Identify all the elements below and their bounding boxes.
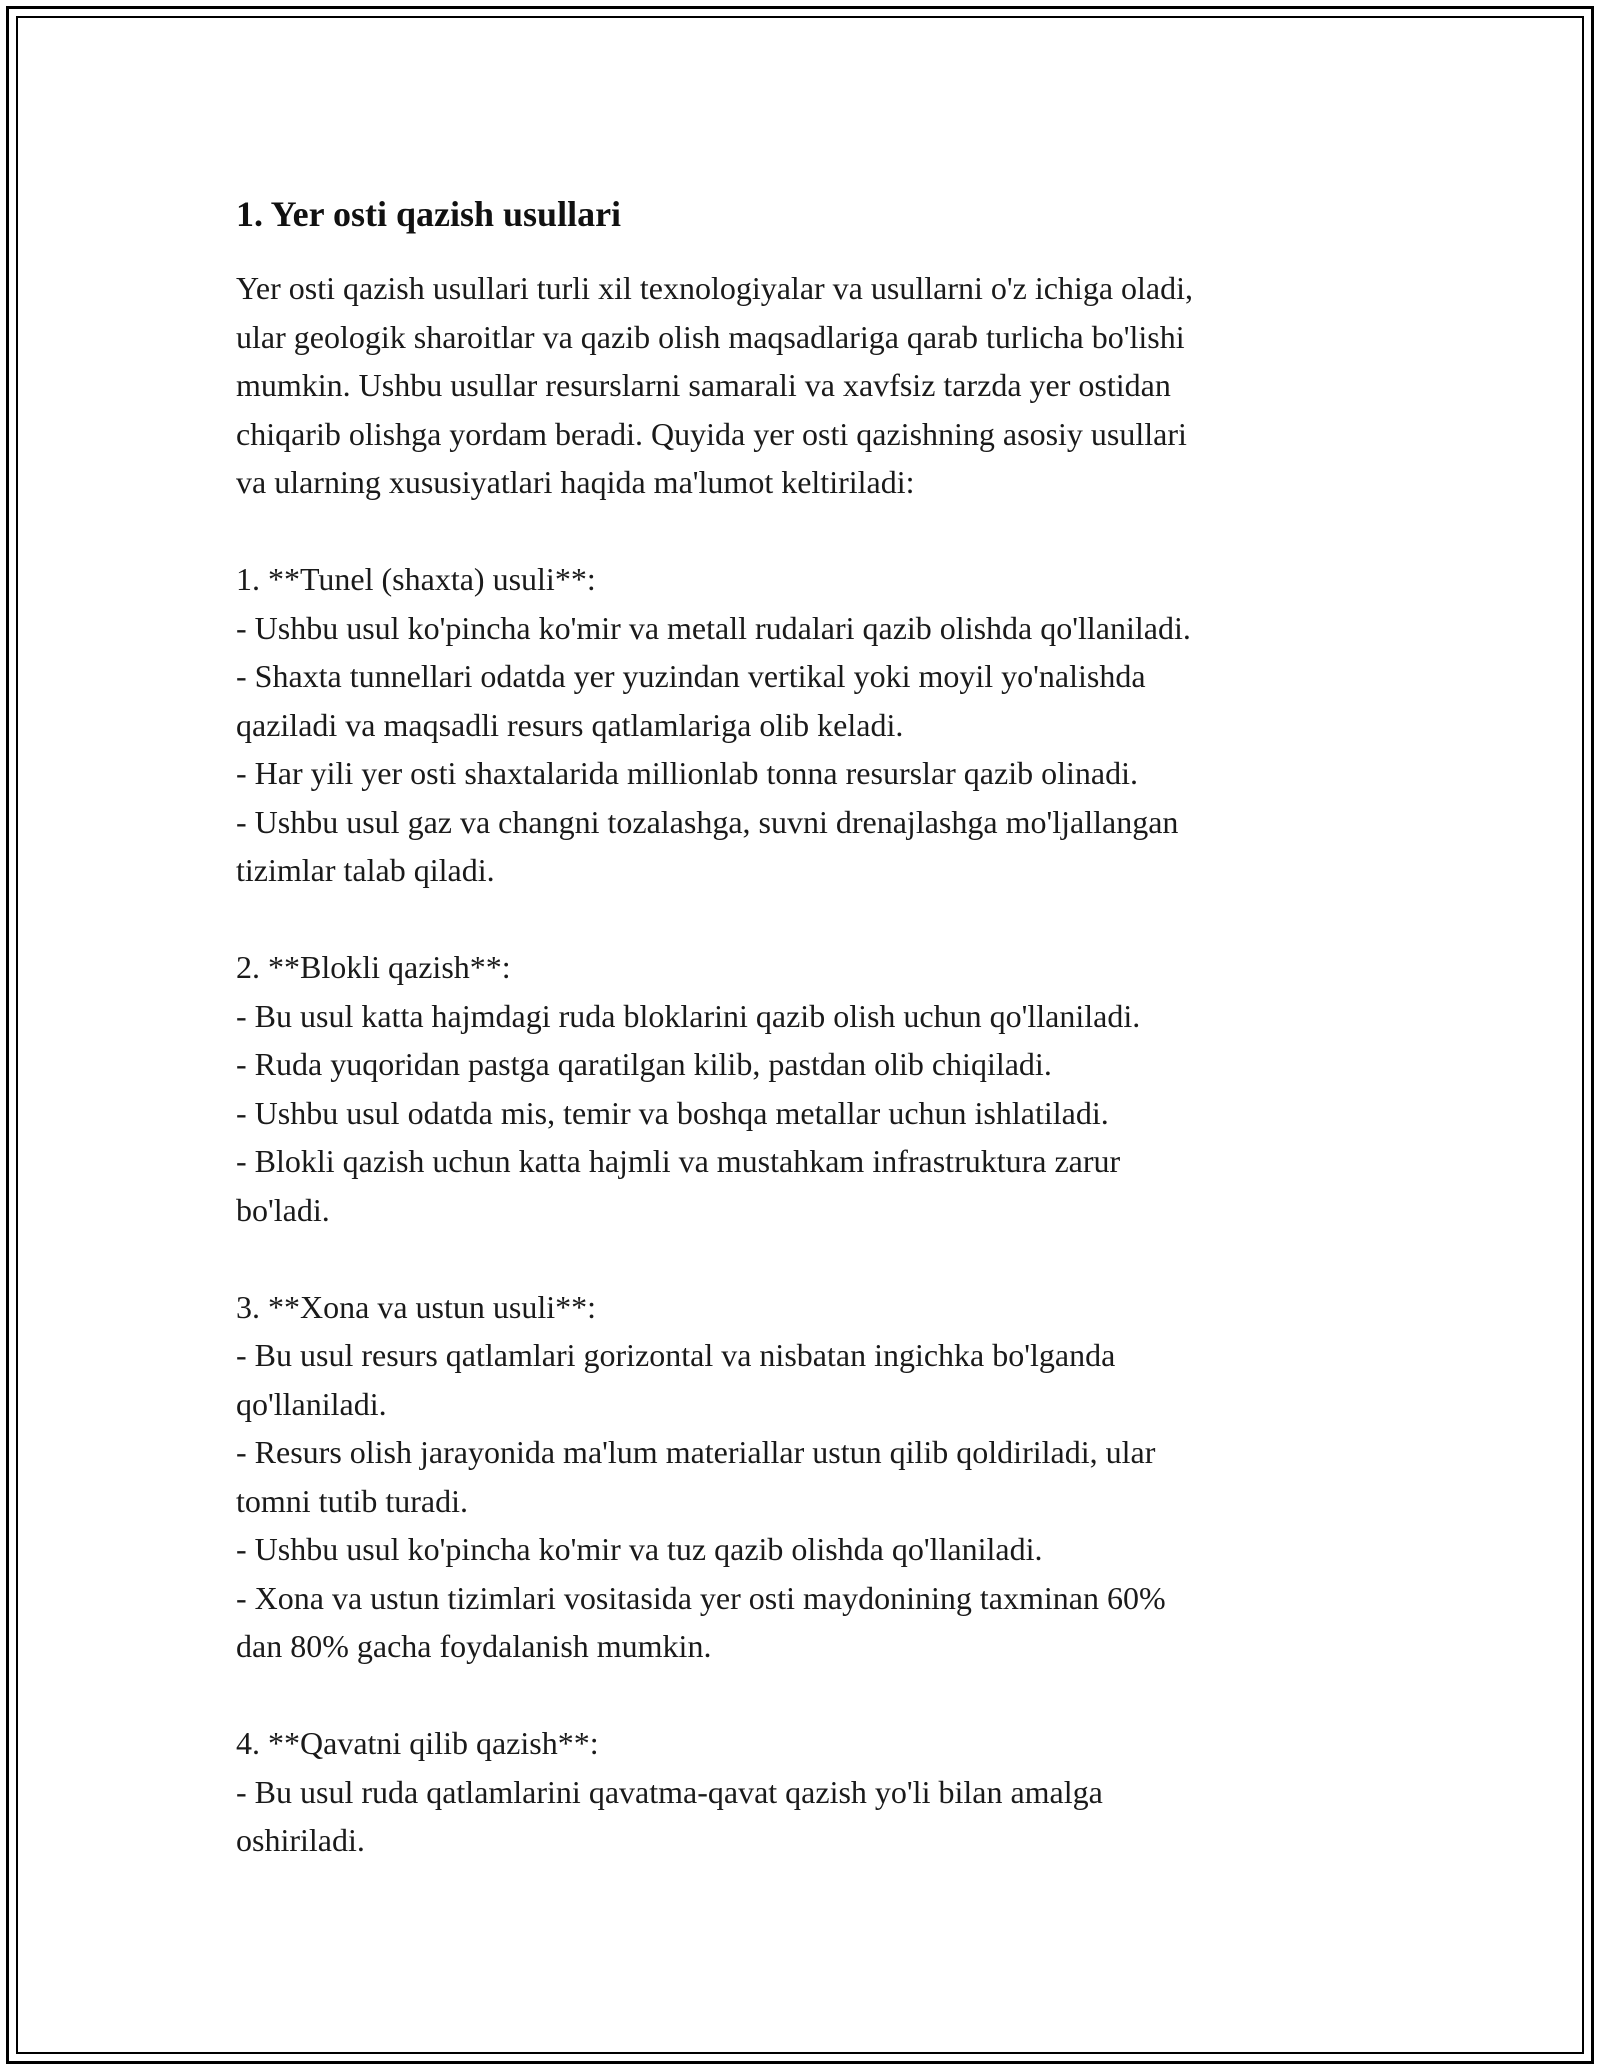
section-heading-2: 2. **Blokli qazish**: bbox=[236, 949, 511, 985]
section-3-item-2: - Resurs olish jarayonida ma'lum materiallar ustun qilib qoldiriladi, ular tomni tutib turadi. bbox=[236, 1434, 1156, 1519]
section-3-item-4: - Xona va ustun tizimlari vositasida yer osti maydonining taxminan 60% dan 80% gacha foydalanish mumkin. bbox=[236, 1579, 1166, 1664]
section-2-item-2: - Ruda yuqoridan pastga qaratilgan kilib, pastdan olib chiqiladi. bbox=[236, 1046, 1052, 1082]
section-heading-1: 1. **Tunel (shaxta) usuli**: bbox=[236, 561, 596, 597]
section-2-item-4: - Blokli qazish uchun katta hajmli va mustahkam infrastruktura zarur bo'ladi. bbox=[236, 1143, 1121, 1228]
document-body bbox=[236, 264, 1396, 1865]
section-1-item-2: - Shaxta tunnellari odatda yer yuzindan vertikal yoki moyil yo'nalishda qaziladi va maqsadli resurs qatlamlariga olib keladi. bbox=[236, 658, 1146, 743]
section-heading-4: 4. **Qavatni qilib qazish**: bbox=[236, 1725, 599, 1761]
section-3-item-1: - Bu usul resurs qatlamlari gorizontal va nisbatan ingichka bo'lganda qo'llaniladi. bbox=[236, 1337, 1116, 1422]
section-heading-3: 3. **Xona va ustun usuli**: bbox=[236, 1288, 596, 1325]
section-3-item-3: - Ushbu usul ko'pincha ko'mir va tuz qazib olishda qo'llaniladi. bbox=[236, 1531, 1043, 1567]
section-1-item-3: - Har yili yer osti shaxtalarida millionlab tonna resurslar qazib olinadi. bbox=[236, 755, 1138, 791]
section-2-item-3: - Ushbu usul odatda mis, temir va boshqa metallar uchun ishlatiladi. bbox=[236, 1094, 1109, 1131]
section-1-item-4: - Ushbu usul gaz va changni tozalashga, suvni drenajlashga mo'ljallangan tizimlar talab qiladi. bbox=[236, 803, 1179, 888]
section-4-item-1: - Bu usul ruda qatlamlarini qavatma-qavat qazish yo'li bilan amalga oshiriladi. bbox=[236, 1773, 1103, 1858]
page-title: 1. Yer osti qazish usullari bbox=[236, 194, 622, 234]
intro-paragraph: Yer osti qazish usullari turli xil texnologiyalar va usullarni o'z ichiga oladi, ular geologik sharoitlar va qazib olish maqsadlariga qarab turlicha bo'lishi mumkin. Ushbu usullar resurslarni samarali va xavfsiz tarzda yer ostidan chiqarib olishga yordam beradi. Quyida yer osti qazishning asosiy usullari va ularning xususiyatlari haqida ma'lumot keltiriladi: bbox=[236, 270, 1193, 500]
section-2-item-1: - Bu usul katta hajmdagi ruda bloklarini qazib olish uchun qo'llaniladi. bbox=[236, 997, 1141, 1034]
section-1-item-1: - Ushbu usul ko'pincha ko'mir va metall rudalari qazib olishda qo'llaniladi. bbox=[236, 609, 1191, 646]
document-content bbox=[236, 186, 1396, 1865]
